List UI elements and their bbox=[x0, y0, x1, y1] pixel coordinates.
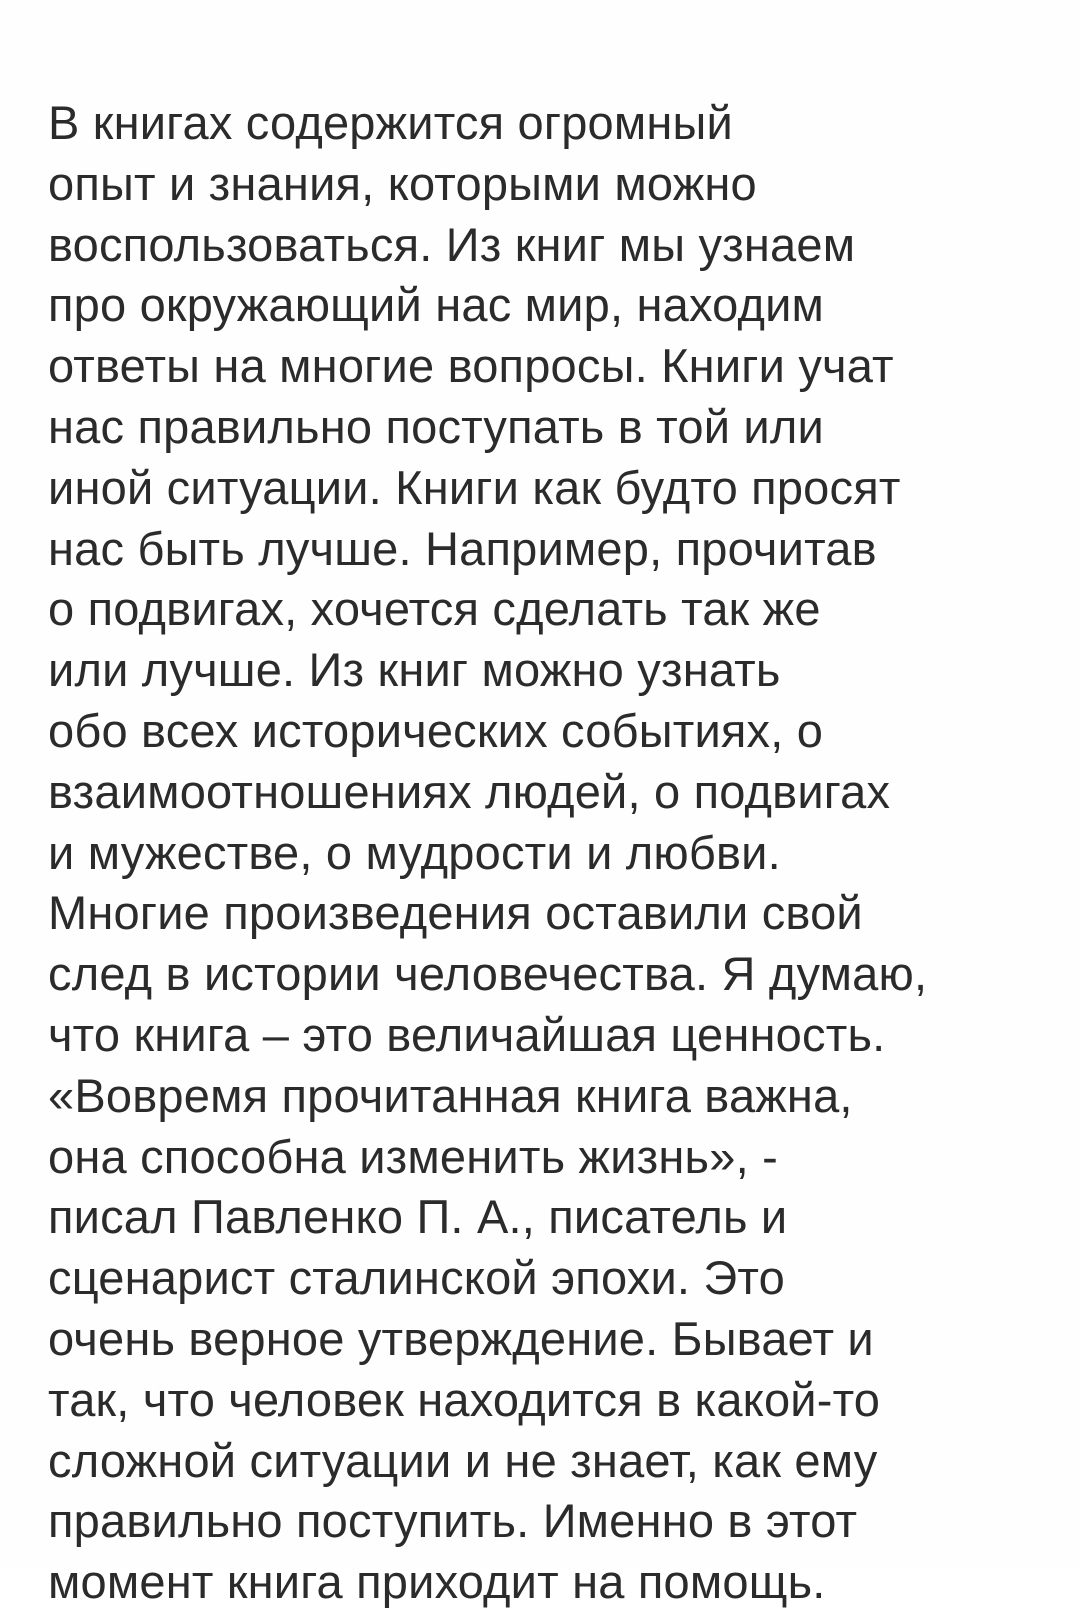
text-line: ответы на многие вопросы. Книги учат bbox=[48, 339, 894, 393]
text-line: очень верное утверждение. Бывает и bbox=[48, 1311, 874, 1365]
text-line: Многие произведения оставили свой bbox=[48, 886, 863, 940]
text-line: взаимоотношениях людей, о подвигах bbox=[48, 764, 891, 818]
text-line: опыт и знания, которыми можно bbox=[48, 156, 757, 210]
text-line: В книгах содержится огромный bbox=[48, 96, 733, 149]
text-line: момент книга приходит на помощь. bbox=[48, 1555, 826, 1609]
text-line: сложной ситуации и не знает, как ему bbox=[48, 1433, 878, 1487]
text-line: она способна изменить жизнь», - bbox=[48, 1129, 778, 1183]
text-line: воспользоваться. Из книг мы узнаем bbox=[48, 217, 856, 271]
text-line: след в истории человечества. Я думаю, bbox=[48, 947, 928, 1001]
text-line: правильно поступить. Именно в этот bbox=[48, 1494, 858, 1548]
text-line: обо всех исторических событиях, о bbox=[48, 703, 824, 757]
text-line: или лучше. Из книг можно узнать bbox=[48, 643, 781, 697]
text-line: «Вовремя прочитанная книга важна, bbox=[48, 1068, 853, 1122]
essay-text bbox=[48, 93, 1068, 1613]
text-line: про окружающий нас мир, находим bbox=[48, 278, 825, 332]
text-line: так, что человек находится в какой-то bbox=[48, 1372, 881, 1426]
text-line: о подвигах, хочется сделать так же bbox=[48, 582, 821, 636]
text-line: иной ситуации. Книги как будто просят bbox=[48, 460, 901, 514]
text-line: и мужестве, о мудрости и любви. bbox=[48, 825, 781, 879]
text-line: нас правильно поступать в той или bbox=[48, 399, 824, 453]
text-line: сценарист сталинской эпохи. Это bbox=[48, 1251, 785, 1305]
text-line: что книга – это величайшая ценность. bbox=[48, 1007, 886, 1061]
text-line: писал Павленко П. А., писатель и bbox=[48, 1190, 788, 1244]
text-line: нас быть лучше. Например, прочитав bbox=[48, 521, 877, 575]
